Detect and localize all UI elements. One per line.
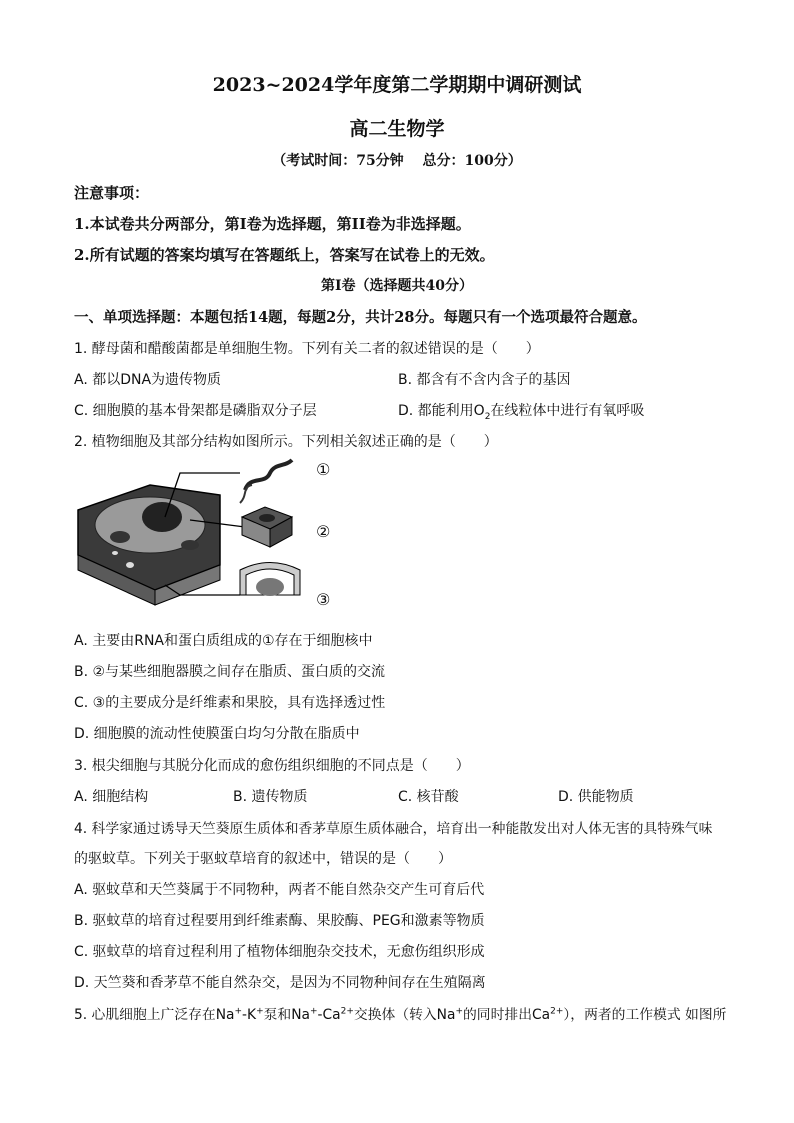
exam-title: 2023~2024学年度第二学期期中调研测试 <box>212 74 582 96</box>
question-3-stem: 3. 根尖细胞与其脱分化而成的愈伤组织细胞的不同点是（ ） <box>74 758 470 774</box>
plant-cell-figure <box>70 455 340 625</box>
question-2-stem: 2. 植物细胞及其部分结构如图所示。下列相关叙述正确的是（ ） <box>74 434 498 450</box>
question-4-option-b: B. 驱蚊草的培育过程要用到纤维素酶、果胶酶、PEG和激素等物质 <box>74 913 485 929</box>
structure-3-image <box>240 563 300 597</box>
question-2-option-d: D. 细胞膜的流动性使膜蛋白均匀分散在脂质中 <box>74 726 360 742</box>
question-5-stem: 5. 心肌细胞上广泛存在Na+-K+泵和$Na^+-Ca^{2+}$交换体（转入Na+的同时排出$Ca^{2+}$），两者的工作模式 如图所 <box>74 1006 727 1023</box>
figure-label-2: ② <box>316 522 331 541</box>
question-1-option-d: D. 都能利用$O_2$在线粒体中进行有氧呼吸 <box>398 403 645 422</box>
question-1-option-a: A. 都以DNA为遗传物质 <box>74 372 222 388</box>
question-4-option-a: A. 驱蚊草和天竺葵属于不同物种，两者不能自然杂交产生可育后代 <box>74 882 485 898</box>
question-4-stem-line-1: 4. 科学家通过诱导天竺葵原生质体和香茅草原生质体融合，培育出一种能散发出对人体无害的具特殊气味 <box>74 821 713 837</box>
exam-info: （考试时间：75分钟 总分：100分） <box>272 153 522 169</box>
question-1-stem: 1. 酵母菌和醋酸菌都是单细胞生物。下列有关二者的叙述错误的是（ ） <box>74 341 540 357</box>
part1-heading: 第I卷（选择题共40分） <box>320 278 474 294</box>
question-4-option-c: C. 驱蚊草的培育过程利用了植物体细胞杂交技术，无愈伤组织形成 <box>74 944 485 960</box>
question-3-option-d: D. 供能物质 <box>558 789 634 805</box>
structure-2-image <box>242 507 292 547</box>
plant-cell-illustration <box>78 485 220 605</box>
question-3-option-b: B. 遗传物质 <box>233 789 308 805</box>
section-heading: 一、单项选择题：本题包括14题，每题2分，共计28分。每题只有一个选项最符合题意。 <box>74 309 647 326</box>
question-1-option-b: B. 都含有不含内含子的基因 <box>398 372 571 388</box>
question-2-option-a: A. 主要由RNA和蛋白质组成的①存在于细胞核中 <box>74 633 373 649</box>
notice-heading: 注意事项： <box>74 184 150 202</box>
figure-label-1: ① <box>316 460 331 479</box>
notice-item-2: 2.所有试题的答案均填写在答题纸上，答案写在试卷上的无效。 <box>74 246 495 264</box>
subject-title: 高二生物学 <box>349 118 445 140</box>
question-1-option-c: C. 细胞膜的基本骨架都是磷脂双分子层 <box>74 403 317 419</box>
figure-label-3: ③ <box>316 590 331 609</box>
question-2-option-c: C. ③的主要成分是纤维素和果胶，具有选择透过性 <box>74 695 386 711</box>
structure-1-image <box>240 460 292 503</box>
question-3-option-c: C. 核苷酸 <box>398 789 459 805</box>
question-4-option-d: D. 天竺葵和香茅草不能自然杂交，是因为不同物种间存在生殖隔离 <box>74 975 486 991</box>
question-4-stem-line-2: 的驱蚊草。下列关于驱蚊草培育的叙述中，错误的是（ ） <box>74 851 452 867</box>
notice-item-1: 1.本试卷共分两部分，第I卷为选择题，第II卷为非选择题。 <box>74 215 471 233</box>
question-3-option-a: A. 细胞结构 <box>74 789 149 805</box>
question-2-option-b: B. ②与某些细胞器膜之间存在脂质、蛋白质的交流 <box>74 664 386 680</box>
